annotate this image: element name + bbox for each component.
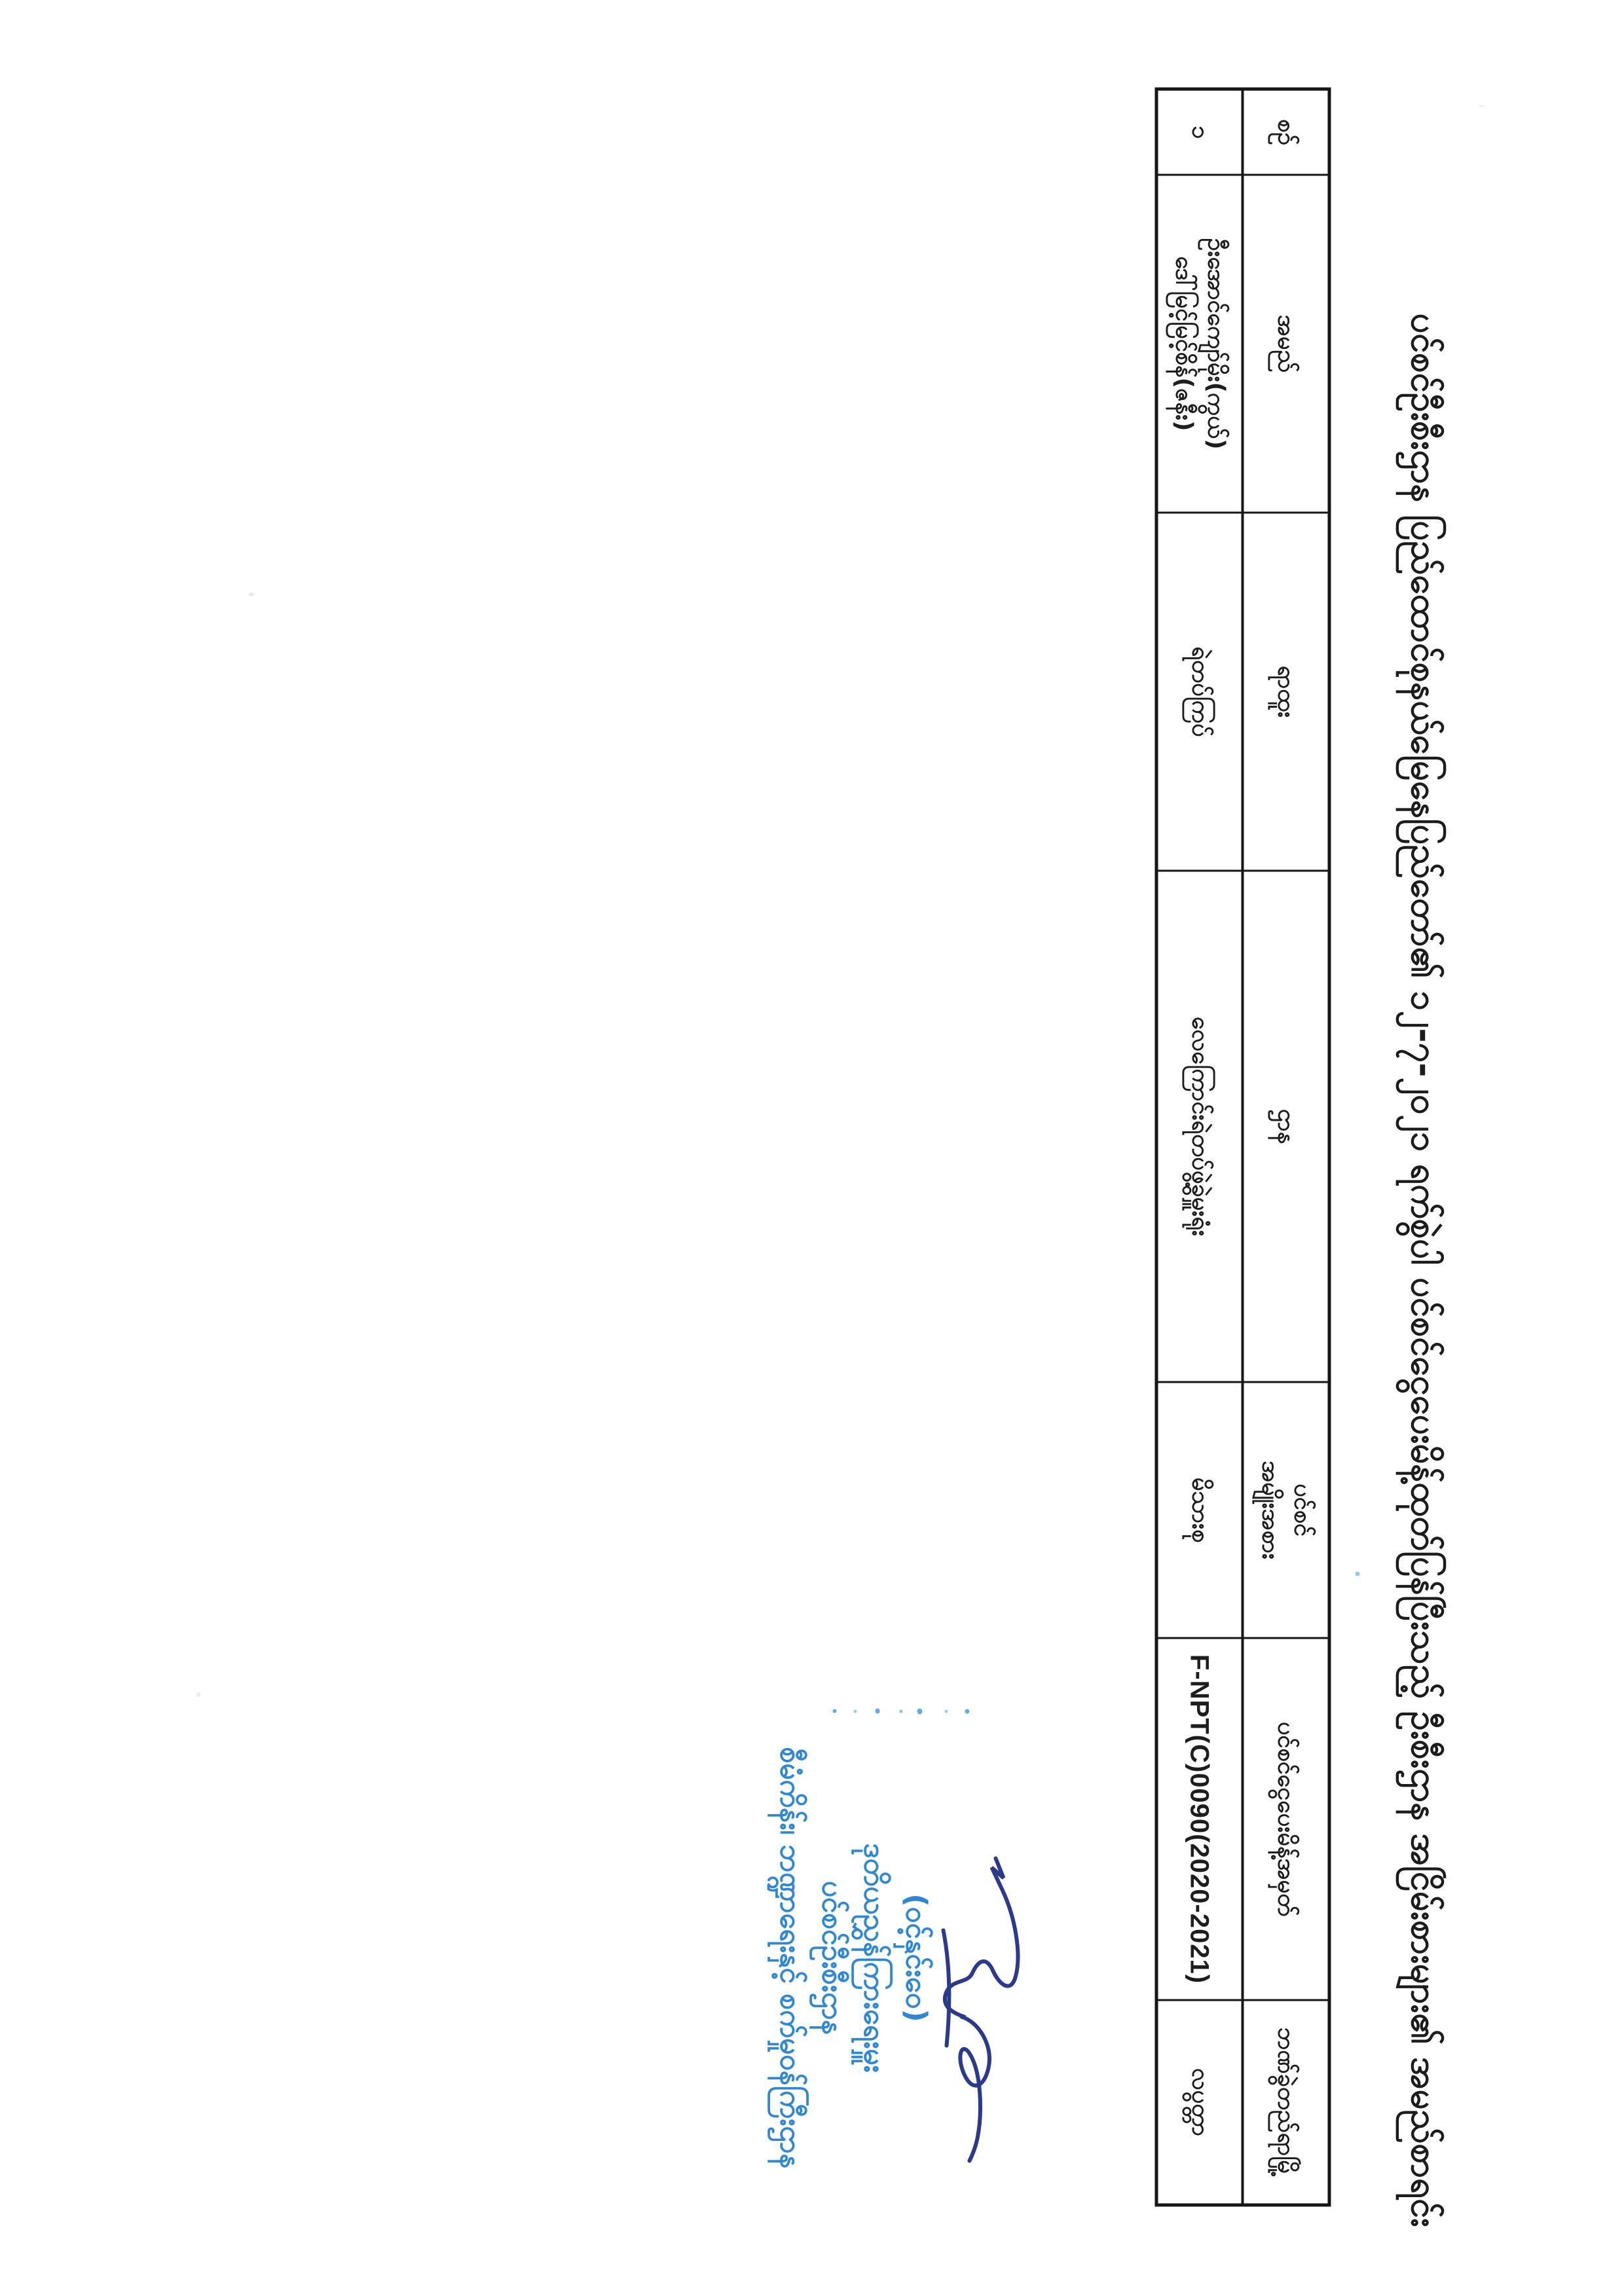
stamp-signer-rank: ဒုတိယညွှန်ကြားရေးမှူး [857, 1843, 891, 2073]
stamp-ministry: စီမံကိန်း၊ ဘဏ္ဍာရေးနှင့် စက်မှုဝန်ကြီးဌာန [773, 1747, 807, 2169]
col-header-name: အမည် [1242, 176, 1328, 514]
cell-pension-order-no: F-NPT(C)0090(2020-2021) [1158, 1639, 1242, 2001]
scan-speck [249, 592, 254, 596]
stamp-signer-name: (ဝင့်နှင်းဝေ) [899, 1893, 933, 2022]
col-header-pension-type-line1: ပင်စင် [1289, 1484, 1316, 1537]
cell-bank-town: လပွတ္တာ [1187, 2068, 1214, 2137]
scan-speck [1356, 1572, 1360, 1576]
cell-name-line2: ဒေါ်မြင့်မြင့်စိန်(ဇနီး) [1171, 256, 1198, 431]
rotated-landscape-content [1, 1, 1624, 2296]
document-title: ပင်စင်ဦးစီးဌာန ပြည်ထောင်စုနယ်မြေနေပြည်တော်၏ ၁၂-၇-၂၀၂၁ ရက်စွဲပါ ပင်စင်ငွေပေးမိန့်ထုတ်ပြန်ပြီးသည့် ဦးစီးဌာန အငြိမ်းစားများ၏ အမည်စာရင်း [1403, 313, 1445, 2227]
col-header-pension-type [1242, 1383, 1328, 1639]
col-header-pension-type-line2: အမျိုးအစား [1257, 1461, 1284, 1559]
cell-serial: ၁ [1158, 91, 1242, 176]
col-header-rank: ရာထူး [1242, 514, 1328, 872]
signature-row [937, 1703, 1035, 2214]
scan-speck [196, 1692, 201, 1697]
cell-name [1158, 176, 1242, 514]
col-header-pension-order-no: ပင်စင်ငွေပေးမိန့်အမှတ် [1242, 1639, 1328, 2001]
cell-pension-type: မိသားစု [1158, 1383, 1242, 1639]
cell-rank: ရဲတပ်ကြပ် [1158, 514, 1242, 872]
handwritten-signature-icon [937, 1853, 1035, 2168]
cell-department: လေကြောင်းရဲတပ်ဖွဲ့ခွဲမှူးရုံး [1158, 872, 1242, 1383]
approval-stamp [769, 1703, 1035, 2214]
stamp-edge-dots [793, 1707, 970, 1716]
col-header-bank-town: ဘဏ်ခွဲတည်ရာမြို့ [1242, 2001, 1328, 2204]
pension-table [1155, 88, 1331, 2207]
scan-speck [1479, 105, 1485, 107]
col-header-department: ဌာန [1242, 872, 1328, 1383]
col-header-serial: စဉ် [1242, 91, 1328, 176]
stamp-department: ပင်စင်ဦးစီးဌာန [815, 1880, 849, 2035]
cell-name-line1: ဦးအောင်ကျော်မိုး(ကွယ်) [1202, 238, 1230, 450]
